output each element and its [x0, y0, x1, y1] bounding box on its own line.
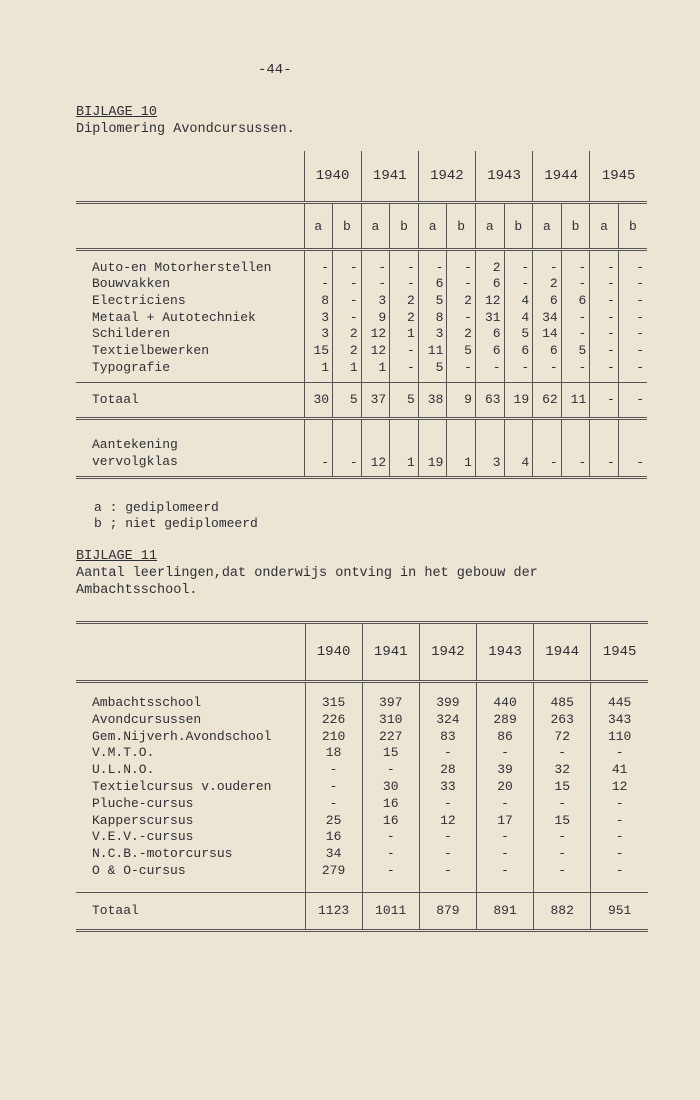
- value-cell: 310: [362, 712, 419, 729]
- value-cell: -: [390, 260, 419, 277]
- value-cell: 1: [333, 360, 362, 377]
- note-line-1: Aantekening: [92, 436, 178, 452]
- total-value: 9: [447, 382, 476, 418]
- sub-header: b: [561, 203, 590, 250]
- value-cell: -: [361, 260, 390, 277]
- spacer-cell: [305, 682, 362, 696]
- value-cell: -: [447, 260, 476, 277]
- table-row: [76, 712, 648, 729]
- table-row: [76, 260, 647, 277]
- value-cell: -: [419, 829, 476, 846]
- value-cell: -: [561, 260, 590, 277]
- value-cell: -: [618, 360, 647, 377]
- value-cell: 15: [304, 343, 333, 360]
- category-label: Avondcursussen: [92, 711, 202, 727]
- note-value: 12: [361, 418, 390, 477]
- spacer-cell: [591, 880, 648, 893]
- category-label: Metaal + Autotechniek: [92, 309, 256, 325]
- value-cell: 440: [476, 695, 533, 712]
- table-row: [76, 762, 648, 779]
- value-cell: -: [419, 745, 476, 762]
- spacer-cell: [361, 250, 390, 260]
- category-label: Ambachtsschool: [92, 695, 202, 710]
- value-cell: -: [618, 343, 647, 360]
- value-cell: 18: [305, 745, 362, 762]
- value-cell: 2: [390, 293, 419, 310]
- value-cell: 72: [534, 729, 591, 746]
- leerlingen-table: [76, 621, 648, 932]
- year-header: 1942: [418, 151, 475, 203]
- value-cell: 17: [476, 813, 533, 830]
- value-cell: 110: [591, 729, 648, 746]
- table-row: [76, 360, 647, 377]
- spacer-cell: [591, 682, 648, 696]
- value-cell: 31: [475, 310, 504, 327]
- total-row: [76, 892, 648, 930]
- value-cell: 2: [533, 276, 562, 293]
- spacer-cell: [76, 250, 304, 260]
- value-cell: 14: [533, 326, 562, 343]
- sub-header: a: [533, 203, 562, 250]
- value-cell: 8: [304, 293, 333, 310]
- value-cell: 6: [475, 343, 504, 360]
- value-cell: -: [504, 276, 533, 293]
- value-cell: -: [476, 745, 533, 762]
- value-cell: 4: [504, 310, 533, 327]
- value-cell: -: [591, 745, 648, 762]
- value-cell: -: [304, 276, 333, 293]
- table-row: [76, 829, 648, 846]
- total-value: 30: [304, 382, 333, 418]
- value-cell: 1: [361, 360, 390, 377]
- spacer-cell: [618, 250, 647, 260]
- note-line-2: vervolgklas: [92, 453, 178, 469]
- corner-cell: [76, 203, 304, 250]
- value-cell: -: [561, 326, 590, 343]
- value-cell: 399: [419, 695, 476, 712]
- value-cell: -: [591, 813, 648, 830]
- value-cell: 34: [533, 310, 562, 327]
- value-cell: -: [504, 360, 533, 377]
- total-value: 11: [561, 382, 590, 418]
- total-value: 882: [534, 892, 591, 930]
- value-cell: 5: [418, 360, 447, 377]
- value-cell: -: [534, 863, 591, 880]
- year-header-row: [76, 151, 647, 203]
- value-cell: 9: [361, 310, 390, 327]
- category-label: Electriciens: [92, 292, 186, 308]
- sub-header: b: [447, 203, 476, 250]
- value-cell: -: [476, 829, 533, 846]
- value-cell: 15: [534, 779, 591, 796]
- value-cell: -: [419, 846, 476, 863]
- value-cell: 3: [304, 310, 333, 327]
- corner-cell: [76, 151, 304, 203]
- category-label: Schilderen: [92, 326, 171, 342]
- year-header: 1945: [591, 623, 648, 682]
- value-cell: 2: [475, 260, 504, 277]
- bijlage-11-label: BIJLAGE 11: [76, 549, 158, 564]
- spacer-row: [76, 880, 648, 893]
- total-value: -: [590, 382, 619, 418]
- value-cell: -: [534, 846, 591, 863]
- value-cell: -: [475, 360, 504, 377]
- value-cell: 397: [362, 695, 419, 712]
- value-cell: 6: [561, 293, 590, 310]
- year-header: 1944: [533, 151, 590, 203]
- table-row: [76, 729, 648, 746]
- category-label: U.L.N.O.: [92, 762, 155, 778]
- table-row: [76, 796, 648, 813]
- value-cell: -: [476, 846, 533, 863]
- table-row: [76, 326, 647, 343]
- total-value: 38: [418, 382, 447, 418]
- value-cell: -: [591, 796, 648, 813]
- value-cell: -: [362, 762, 419, 779]
- value-cell: 32: [534, 762, 591, 779]
- note-value: -: [561, 418, 590, 477]
- diplomering-table: [76, 151, 647, 479]
- note-row: [76, 418, 647, 477]
- bijlage-11-heading: [76, 548, 636, 599]
- spacer-row: [76, 682, 648, 696]
- spacer-cell: [305, 880, 362, 893]
- spacer-cell: [504, 250, 533, 260]
- value-cell: -: [534, 745, 591, 762]
- value-cell: -: [362, 846, 419, 863]
- year-header: 1942: [419, 623, 476, 682]
- year-header: 1945: [590, 151, 647, 203]
- year-header-row: [76, 623, 648, 682]
- total-value: 1123: [305, 892, 362, 930]
- table-row: [76, 745, 648, 762]
- note-value: 1: [447, 418, 476, 477]
- value-cell: -: [590, 360, 619, 377]
- value-cell: -: [390, 343, 419, 360]
- value-cell: 1: [304, 360, 333, 377]
- value-cell: -: [304, 260, 333, 277]
- sub-header: b: [618, 203, 647, 250]
- sub-header: a: [418, 203, 447, 250]
- spacer-cell: [476, 682, 533, 696]
- table-row: [76, 310, 647, 327]
- value-cell: -: [618, 276, 647, 293]
- value-cell: 5: [447, 343, 476, 360]
- year-header: 1940: [304, 151, 361, 203]
- value-cell: -: [618, 260, 647, 277]
- total-value: 62: [533, 382, 562, 418]
- value-cell: 445: [591, 695, 648, 712]
- sub-header: b: [390, 203, 419, 250]
- total-value: 19: [504, 382, 533, 418]
- value-cell: -: [447, 276, 476, 293]
- value-cell: 30: [362, 779, 419, 796]
- category-label: Textielcursus v.ouderen: [92, 778, 272, 794]
- value-cell: -: [590, 260, 619, 277]
- table-row: [76, 813, 648, 830]
- value-cell: -: [591, 863, 648, 880]
- value-cell: -: [361, 276, 390, 293]
- value-cell: 227: [362, 729, 419, 746]
- page-number: -44-: [258, 62, 292, 78]
- value-cell: 5: [418, 293, 447, 310]
- table-row: [76, 343, 647, 360]
- year-header: 1943: [476, 623, 533, 682]
- note-value: 1: [390, 418, 419, 477]
- value-cell: -: [362, 863, 419, 880]
- legend: [94, 500, 258, 532]
- value-cell: 263: [534, 712, 591, 729]
- value-cell: 39: [476, 762, 533, 779]
- value-cell: 3: [304, 326, 333, 343]
- year-header: 1940: [305, 623, 362, 682]
- spacer-cell: [362, 880, 419, 893]
- total-value: 5: [333, 382, 362, 418]
- spacer-cell: [390, 250, 419, 260]
- value-cell: -: [590, 293, 619, 310]
- category-label: O & O-cursus: [92, 862, 186, 878]
- value-cell: 15: [534, 813, 591, 830]
- value-cell: 16: [362, 796, 419, 813]
- value-cell: 2: [333, 343, 362, 360]
- table-row: [76, 863, 648, 880]
- value-cell: 34: [305, 846, 362, 863]
- spacer-cell: [476, 880, 533, 893]
- category-label: Auto-en Motorherstellen: [92, 259, 272, 275]
- total-value: 1011: [362, 892, 419, 930]
- year-header: 1941: [361, 151, 418, 203]
- value-cell: -: [504, 260, 533, 277]
- value-cell: -: [590, 343, 619, 360]
- value-cell: 33: [419, 779, 476, 796]
- note-value: 19: [418, 418, 447, 477]
- total-value: 891: [476, 892, 533, 930]
- total-value: 951: [591, 892, 648, 930]
- value-cell: -: [390, 360, 419, 377]
- table-row: [76, 293, 647, 310]
- note-value: -: [304, 418, 333, 477]
- spacer-cell: [362, 682, 419, 696]
- sub-header: a: [475, 203, 504, 250]
- value-cell: 12: [419, 813, 476, 830]
- table-row: [76, 846, 648, 863]
- spacer-cell: [304, 250, 333, 260]
- value-cell: 16: [305, 829, 362, 846]
- value-cell: -: [362, 829, 419, 846]
- spacer-cell: [590, 250, 619, 260]
- category-label: Typografie: [92, 359, 171, 375]
- category-label: Gem.Nijverh.Avondschool: [92, 728, 272, 744]
- value-cell: 2: [447, 326, 476, 343]
- value-cell: 12: [361, 326, 390, 343]
- spacer-cell: [333, 250, 362, 260]
- value-cell: -: [476, 863, 533, 880]
- value-cell: 289: [476, 712, 533, 729]
- spacer-cell: [475, 250, 504, 260]
- year-header: 1943: [475, 151, 532, 203]
- note-value: 3: [475, 418, 504, 477]
- value-cell: 15: [362, 745, 419, 762]
- value-cell: 1: [390, 326, 419, 343]
- value-cell: 3: [418, 326, 447, 343]
- value-cell: 6: [533, 293, 562, 310]
- sub-header: a: [590, 203, 619, 250]
- category-label: Bouwvakken: [92, 276, 171, 292]
- value-cell: -: [476, 796, 533, 813]
- value-cell: -: [305, 796, 362, 813]
- category-label: Pluche-cursus: [92, 795, 194, 811]
- value-cell: -: [534, 796, 591, 813]
- value-cell: 485: [534, 695, 591, 712]
- value-cell: 2: [447, 293, 476, 310]
- total-label: Totaal: [92, 392, 139, 408]
- value-cell: -: [534, 829, 591, 846]
- value-cell: 86: [476, 729, 533, 746]
- value-cell: -: [533, 260, 562, 277]
- value-cell: 25: [305, 813, 362, 830]
- value-cell: 324: [419, 712, 476, 729]
- total-label: Totaal: [92, 903, 139, 919]
- value-cell: 12: [591, 779, 648, 796]
- value-cell: 12: [475, 293, 504, 310]
- year-header: 1941: [362, 623, 419, 682]
- value-cell: -: [591, 829, 648, 846]
- bijlage-10-label: BIJLAGE 10: [76, 105, 158, 120]
- value-cell: 6: [533, 343, 562, 360]
- total-value: 879: [419, 892, 476, 930]
- total-value: 5: [390, 382, 419, 418]
- value-cell: -: [590, 326, 619, 343]
- sub-header: b: [504, 203, 533, 250]
- sub-header: a: [304, 203, 333, 250]
- sub-header: b: [333, 203, 362, 250]
- legend-a: a : gediplomeerd: [94, 500, 219, 515]
- value-cell: -: [418, 260, 447, 277]
- value-cell: 5: [504, 326, 533, 343]
- value-cell: 28: [419, 762, 476, 779]
- value-cell: 6: [475, 276, 504, 293]
- total-value: 37: [361, 382, 390, 418]
- note-label: [76, 418, 304, 477]
- spacer-cell: [534, 880, 591, 893]
- value-cell: -: [618, 293, 647, 310]
- sub-header: a: [361, 203, 390, 250]
- value-cell: 6: [418, 276, 447, 293]
- value-cell: -: [590, 310, 619, 327]
- spacer-cell: [447, 250, 476, 260]
- note-value: -: [333, 418, 362, 477]
- value-cell: 20: [476, 779, 533, 796]
- category-label: V.M.T.O.: [92, 745, 155, 761]
- value-cell: 4: [504, 293, 533, 310]
- table-row: [76, 779, 648, 796]
- table-row: [76, 695, 648, 712]
- value-cell: 41: [591, 762, 648, 779]
- value-cell: 2: [390, 310, 419, 327]
- spacer-cell: [419, 880, 476, 893]
- table-row: [76, 276, 647, 293]
- value-cell: -: [333, 293, 362, 310]
- value-cell: 12: [361, 343, 390, 360]
- value-cell: -: [618, 310, 647, 327]
- spacer-cell: [76, 880, 305, 893]
- value-cell: 279: [305, 863, 362, 880]
- value-cell: -: [447, 360, 476, 377]
- category-label: V.E.V.-cursus: [92, 829, 194, 845]
- bijlage-10-title: Diplomering Avondcursussen.: [76, 122, 295, 137]
- value-cell: 8: [418, 310, 447, 327]
- value-cell: 2: [333, 326, 362, 343]
- value-cell: -: [305, 762, 362, 779]
- value-cell: 83: [419, 729, 476, 746]
- spacer-row: [76, 250, 647, 260]
- value-cell: -: [561, 360, 590, 377]
- value-cell: 226: [305, 712, 362, 729]
- value-cell: -: [591, 846, 648, 863]
- note-value: -: [618, 418, 647, 477]
- value-cell: -: [333, 260, 362, 277]
- value-cell: -: [618, 326, 647, 343]
- note-value: -: [533, 418, 562, 477]
- value-cell: -: [561, 276, 590, 293]
- value-cell: -: [447, 310, 476, 327]
- spacer-cell: [561, 250, 590, 260]
- note-value: -: [590, 418, 619, 477]
- value-cell: -: [333, 310, 362, 327]
- value-cell: 6: [475, 326, 504, 343]
- category-label: Kapperscursus: [92, 812, 194, 828]
- year-header: 1944: [534, 623, 591, 682]
- value-cell: -: [419, 796, 476, 813]
- spacer-cell: [534, 682, 591, 696]
- corner-cell: [76, 623, 305, 682]
- value-cell: 3: [361, 293, 390, 310]
- value-cell: 16: [362, 813, 419, 830]
- value-cell: -: [561, 310, 590, 327]
- value-cell: 315: [305, 695, 362, 712]
- value-cell: -: [419, 863, 476, 880]
- spacer-cell: [76, 682, 305, 696]
- value-cell: 11: [418, 343, 447, 360]
- value-cell: 210: [305, 729, 362, 746]
- value-cell: -: [305, 779, 362, 796]
- total-row: [76, 382, 647, 418]
- total-value: -: [618, 382, 647, 418]
- category-label: Textielbewerken: [92, 343, 210, 359]
- value-cell: 343: [591, 712, 648, 729]
- value-cell: -: [333, 276, 362, 293]
- value-cell: -: [590, 276, 619, 293]
- spacer-cell: [418, 250, 447, 260]
- bijlage-10-heading: [76, 104, 295, 138]
- spacer-cell: [533, 250, 562, 260]
- spacer-cell: [419, 682, 476, 696]
- category-label: N.C.B.-motorcursus: [92, 846, 233, 862]
- bijlage-11-title: Aantal leerlingen,dat onderwijs ontving in het gebouw der Ambachtsschool.: [76, 566, 538, 598]
- value-cell: -: [533, 360, 562, 377]
- value-cell: -: [390, 276, 419, 293]
- value-cell: 6: [504, 343, 533, 360]
- legend-b: b ; niet gediplomeerd: [94, 516, 258, 531]
- ab-header-row: [76, 203, 647, 250]
- note-value: 4: [504, 418, 533, 477]
- total-value: 63: [475, 382, 504, 418]
- value-cell: 5: [561, 343, 590, 360]
